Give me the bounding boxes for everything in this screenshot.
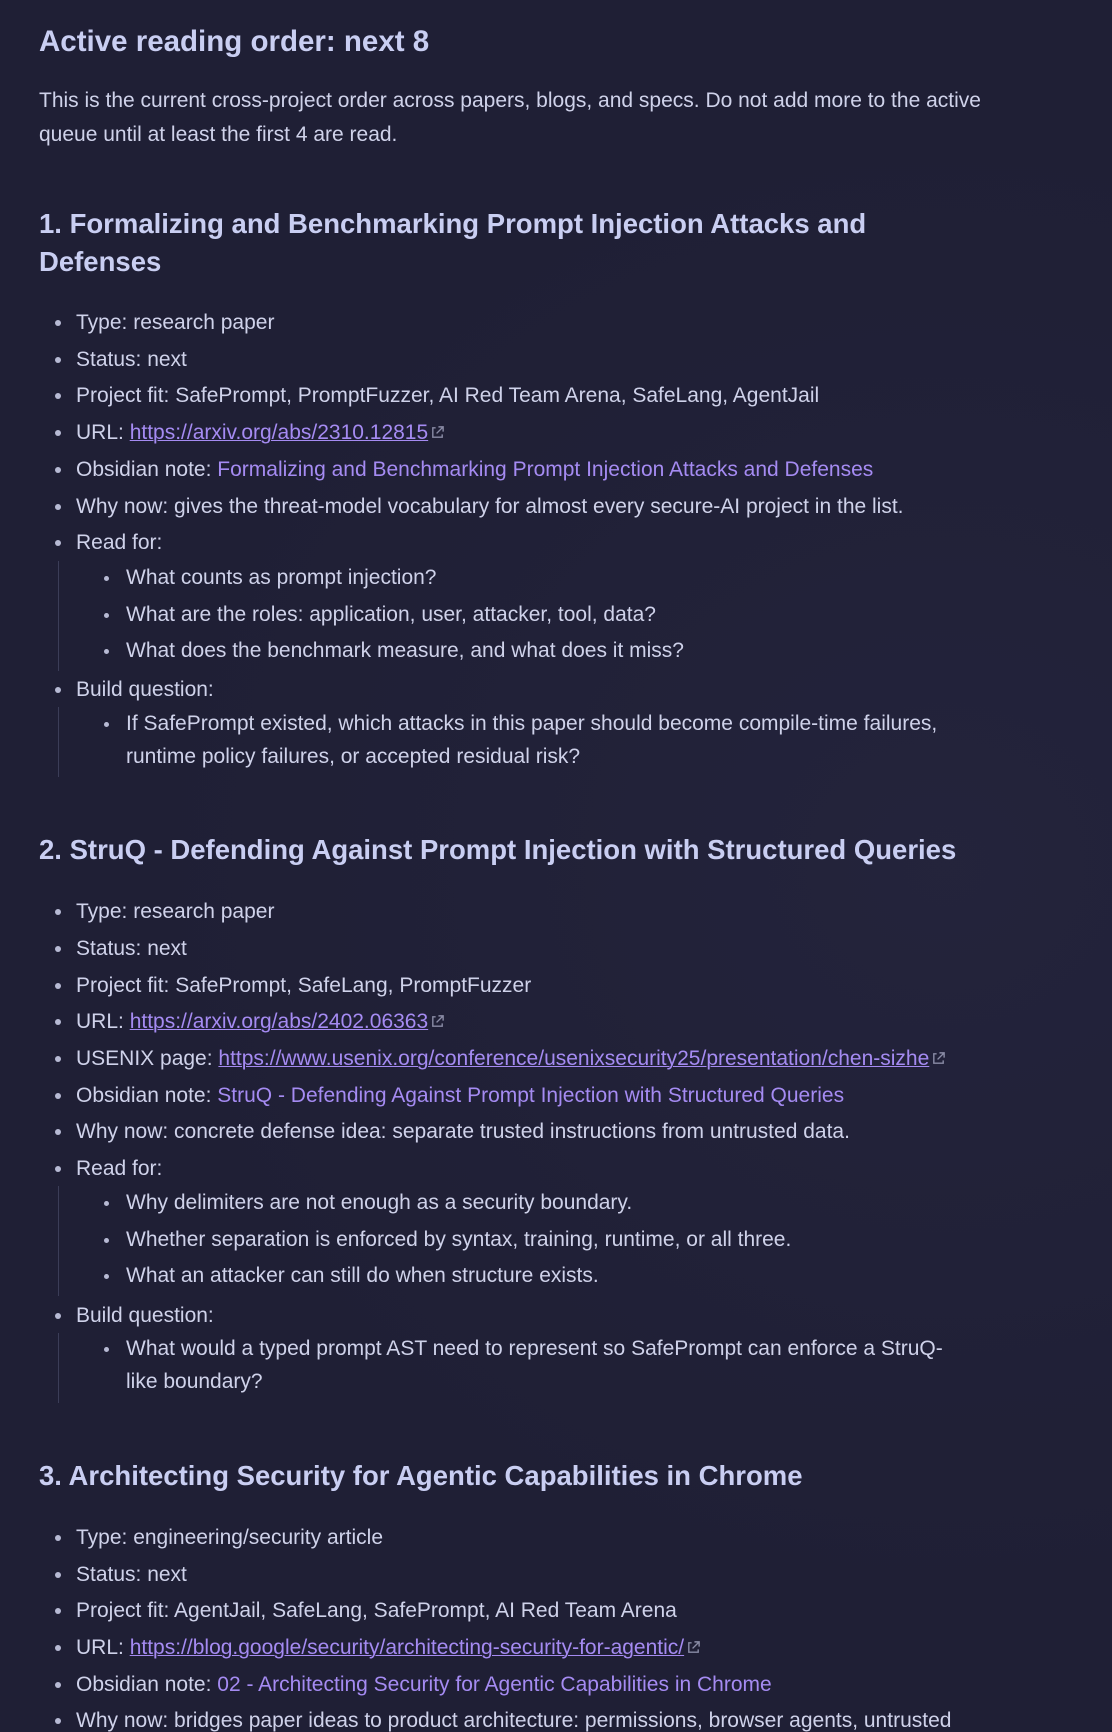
usenix-label: USENIX page: xyxy=(76,1047,219,1070)
bullet xyxy=(55,430,61,436)
bullet xyxy=(55,1093,61,1099)
bullet xyxy=(55,1682,61,1688)
external-link-icon xyxy=(931,1051,946,1066)
bullet xyxy=(55,1313,61,1319)
section-2-status: Status: next xyxy=(76,937,187,960)
section-1-why-now: Why now: gives the threat-model vocabulary for almost every secure-AI project in the list. xyxy=(76,495,904,518)
section-3-obsidian-note-link[interactable]: 02 - Architecting Security for Agentic Capabilities in Chrome xyxy=(217,1673,772,1696)
bullet xyxy=(55,687,61,693)
section-1-build-text xyxy=(126,707,1006,773)
bullet xyxy=(55,946,61,952)
indent-guide xyxy=(58,1333,59,1403)
section-3-type: Type: engineering/security article xyxy=(76,1526,383,1549)
section-2-usenix-row xyxy=(76,1044,946,1074)
bullet xyxy=(55,1572,61,1578)
section-1-read-item: What does the benchmark measure, and what does it miss? xyxy=(126,639,684,662)
section-1-title-line1: 1. Formalizing and Benchmarking Prompt Injection Attacks and xyxy=(39,208,867,239)
section-2-read-for: Read for: xyxy=(76,1157,163,1180)
bullet xyxy=(55,357,61,363)
bullet xyxy=(55,504,61,510)
section-2-read-item: What an attacker can still do when structure exists. xyxy=(126,1264,599,1287)
section-1-url-row xyxy=(76,418,445,448)
section-1-heading xyxy=(39,205,999,281)
section-1-status: Status: next xyxy=(76,348,187,371)
intro-paragraph: This is the current cross-project order across papers, blogs, and specs. Do not add more to the active queue until at least the first 4 are read. xyxy=(39,89,981,146)
bullet xyxy=(55,393,61,399)
section-3-heading: 3. Architecting Security for Agentic Capabilities in Chrome xyxy=(39,1460,803,1491)
bullet xyxy=(55,1608,61,1614)
section-1-read-item: What counts as prompt injection? xyxy=(126,566,437,589)
note-label: Obsidian note: xyxy=(76,1084,218,1107)
bullet xyxy=(104,1201,109,1206)
section-1-type: Type: research paper xyxy=(76,311,275,334)
bullet xyxy=(55,1535,61,1541)
bullet xyxy=(55,1645,61,1651)
bullet xyxy=(55,467,61,473)
section-3-url-link[interactable]: https://blog.google/security/architecting-security-for-agentic/ xyxy=(129,1636,685,1659)
url-label: URL: xyxy=(76,1636,130,1659)
bullet xyxy=(55,540,61,546)
section-1-url-link[interactable]: https://arxiv.org/abs/2310.12815 xyxy=(129,421,429,444)
section-2-usenix-link[interactable]: https://www.usenix.org/conference/usenixsecurity25/presentation/chen-sizhe xyxy=(218,1047,930,1070)
note-label: Obsidian note: xyxy=(76,458,218,481)
external-link-icon xyxy=(686,1640,701,1655)
indent-guide xyxy=(58,707,59,777)
section-2-url-link[interactable]: https://arxiv.org/abs/2402.06363 xyxy=(129,1010,429,1033)
section-3-project-fit: Project fit: AgentJail, SafeLang, SafePrompt, AI Red Team Arena xyxy=(76,1599,677,1622)
external-link-icon xyxy=(430,425,445,440)
url-label: URL: xyxy=(76,421,130,444)
external-link-icon xyxy=(430,1014,445,1029)
bullet xyxy=(104,613,109,618)
section-2-why-now: Why now: concrete defense idea: separate trusted instructions from untrusted data. xyxy=(76,1120,850,1143)
indent-guide xyxy=(58,1186,59,1296)
bullet xyxy=(55,1019,61,1025)
bullet xyxy=(55,320,61,326)
bullet xyxy=(55,1129,61,1135)
section-1-obsidian-note-link[interactable]: Formalizing and Benchmarking Prompt Injection Attacks and Defenses xyxy=(217,458,874,481)
build-line: If SafePrompt existed, which attacks in this paper should become compile-time failures, xyxy=(126,712,938,735)
bullet xyxy=(104,649,109,654)
build-line: runtime policy failures, or accepted residual risk? xyxy=(126,745,581,768)
build-line: like boundary? xyxy=(126,1370,263,1393)
section-2-build-text xyxy=(126,1332,1006,1398)
url-label: URL: xyxy=(76,1010,130,1033)
bullet xyxy=(55,909,61,915)
section-2-read-item: Whether separation is enforced by syntax, training, runtime, or all three. xyxy=(126,1228,792,1251)
section-2-obsidian-note-link[interactable]: StruQ - Defending Against Prompt Injection with Structured Queries xyxy=(217,1084,845,1107)
section-3-status: Status: next xyxy=(76,1563,187,1586)
section-1-build-question: Build question: xyxy=(76,678,214,701)
bullet xyxy=(104,576,109,581)
section-2-build-question: Build question: xyxy=(76,1304,214,1327)
page-title: Active reading order: next 8 xyxy=(39,25,430,58)
bullet xyxy=(104,1347,109,1352)
section-3-note-row xyxy=(76,1670,772,1700)
bullet xyxy=(104,722,109,727)
section-2-note-row xyxy=(76,1081,844,1111)
section-2-project-fit: Project fit: SafePrompt, SafeLang, PromptFuzzer xyxy=(76,974,532,997)
section-1-project-fit: Project fit: SafePrompt, PromptFuzzer, AI Red Team Arena, SafeLang, AgentJail xyxy=(76,384,820,407)
section-1-read-for: Read for: xyxy=(76,531,163,554)
bullet xyxy=(55,1166,61,1172)
section-1-read-item: What are the roles: application, user, attacker, tool, data? xyxy=(126,603,656,626)
section-2-read-item: Why delimiters are not enough as a security boundary. xyxy=(126,1191,633,1214)
indent-guide xyxy=(58,561,59,671)
section-1-note-row xyxy=(76,455,873,485)
section-3-why-now: Why now: bridges paper ideas to product architecture: permissions, browser agents, untrusted xyxy=(76,1709,952,1732)
bullet xyxy=(55,1718,61,1724)
section-2-type: Type: research paper xyxy=(76,900,275,923)
bullet xyxy=(55,983,61,989)
section-2-url-row xyxy=(76,1007,445,1037)
bullet xyxy=(104,1274,109,1279)
section-1-title-line2: Defenses xyxy=(39,246,162,277)
bullet xyxy=(55,1056,61,1062)
note-label: Obsidian note: xyxy=(76,1673,218,1696)
section-2-heading: 2. StruQ - Defending Against Prompt Injection with Structured Queries xyxy=(39,834,957,865)
bullet xyxy=(104,1238,109,1243)
section-3-url-row xyxy=(76,1633,701,1663)
build-line: What would a typed prompt AST need to represent so SafePrompt can enforce a StruQ- xyxy=(126,1337,943,1360)
